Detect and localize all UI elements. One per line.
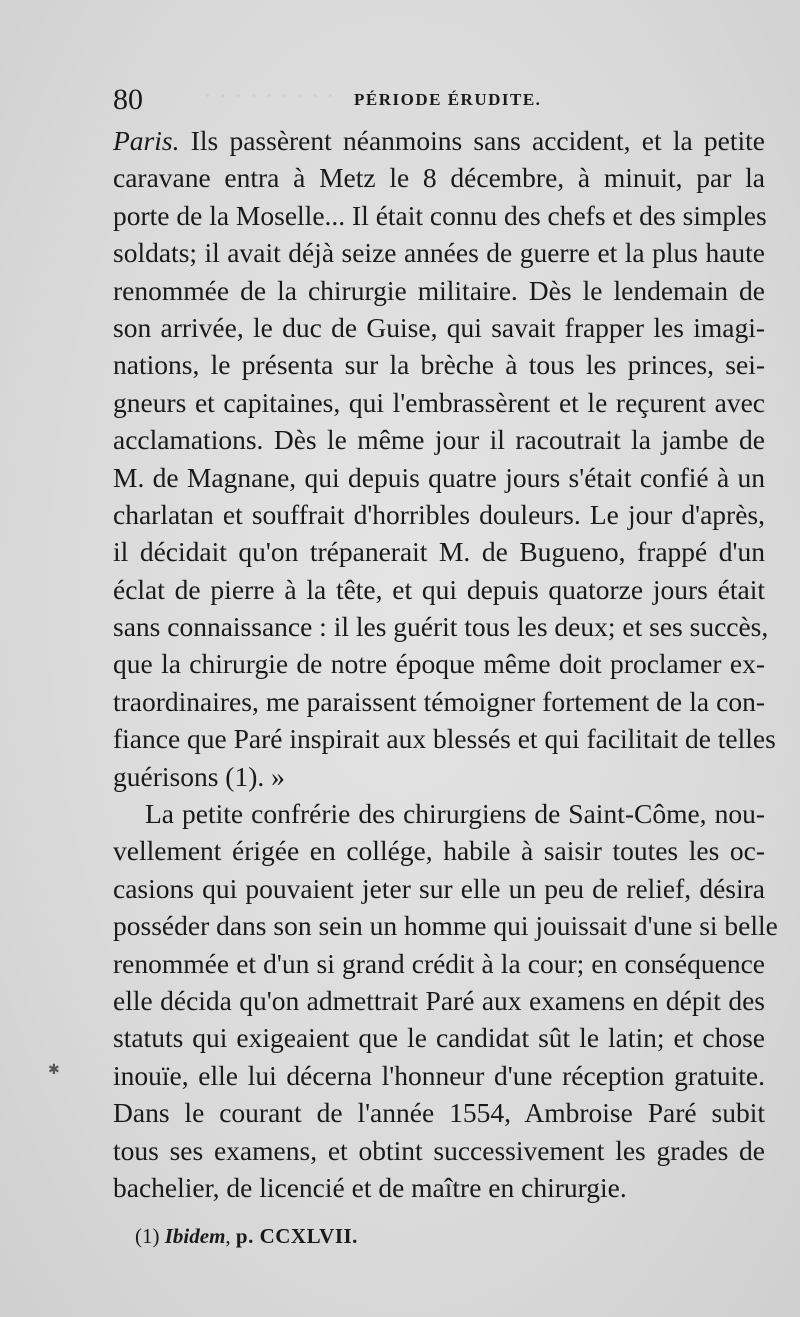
text-line: Paris. Ils passèrent néanmoins sans accident, et la petite bbox=[113, 125, 765, 156]
footnote-source: Ibidem bbox=[164, 1224, 226, 1248]
text-line: caravane entra à Metz le 8 décembre, à minuit, par la bbox=[113, 162, 765, 194]
text-line: acclamations. Dès le même jour il racoutrait la jambe de bbox=[113, 424, 765, 456]
italic-lead-word: Paris. bbox=[113, 125, 180, 156]
text-line: guérisons (1). » bbox=[113, 760, 285, 792]
text-line: casions qui pouvaient jeter sur elle un peu de relief, désira bbox=[113, 872, 765, 904]
text-line: bachelier, de licencié et de maître en chirurgie. bbox=[113, 1171, 627, 1203]
footnote-page: p. CCXLVII. bbox=[235, 1224, 358, 1248]
footnote-marker: (1) bbox=[135, 1224, 160, 1248]
text-line: inouïe, elle lui décerna l'honneur d'une réception gratuite. bbox=[113, 1059, 765, 1091]
text-line: Dans le courant de l'année 1554, Ambroise Paré subit bbox=[113, 1097, 765, 1129]
footnote-separator: , bbox=[225, 1224, 231, 1248]
bleed-through-text: · · · · · · · · · bbox=[205, 88, 337, 105]
text-line: son arrivée, le duc de Guise, qui savait frapper les imagi- bbox=[113, 311, 765, 343]
text-line: que la chirurgie de notre époque même doit proclamer ex- bbox=[113, 648, 765, 680]
running-title: PÉRIODE ÉRUDITE. bbox=[354, 90, 542, 109]
text-line: renommée et d'un si grand crédit à la cour; en conséquence bbox=[113, 947, 765, 979]
page-number: 80 bbox=[113, 83, 143, 116]
text-line: tous ses examens, et obtint successivement les grades de bbox=[113, 1134, 765, 1166]
footnote bbox=[135, 1221, 358, 1251]
text-line: La petite confrérie des chirurgiens de Saint-Côme, nou- bbox=[145, 798, 765, 830]
text-line: renommée de la chirurgie militaire. Dès le lendemain de bbox=[113, 274, 765, 306]
text-line: vellement érigée en collége, habile à saisir toutes les oc- bbox=[113, 835, 765, 867]
text-line: fiance que Paré inspirait aux blessés et qui facilitait de telles bbox=[113, 723, 776, 755]
margin-mark: ✱ bbox=[48, 1063, 60, 1078]
body-text bbox=[113, 122, 778, 1206]
text-line: posséder dans son sein un homme qui jouissait d'une si belle bbox=[113, 910, 778, 942]
paragraph-1 bbox=[113, 122, 776, 795]
text-line: traordinaires, me paraissent témoigner fortement de la con- bbox=[113, 685, 765, 717]
running-head bbox=[113, 80, 763, 120]
paragraph-2 bbox=[113, 795, 778, 1206]
text-line: sans connaissance : il les guérit tous les deux; et ses succès, bbox=[113, 611, 769, 643]
text-line: soldats; il avait déjà seize années de guerre et la plus haute bbox=[113, 237, 765, 269]
text-line: gneurs et capitaines, qui l'embrassèrent et le reçurent avec bbox=[113, 386, 765, 418]
text-line: il décidait qu'on trépanerait M. de Bugueno, frappé d'un bbox=[113, 536, 765, 568]
text-line: statuts qui exigeaient que le candidat sût le latin; et chose bbox=[113, 1022, 765, 1054]
text-line: éclat de pierre à la tête, et qui depuis quatorze jours était bbox=[113, 573, 765, 605]
text-line: charlatan et souffrait d'horribles douleurs. Le jour d'après, bbox=[113, 498, 765, 530]
text-line: porte de la Moselle... Il était connu des chefs et des simples bbox=[113, 199, 767, 231]
text-line: M. de Magnane, qui depuis quatre jours s'était confié à un bbox=[113, 461, 765, 493]
text-line: elle décida qu'on admettrait Paré aux examens en dépit des bbox=[113, 984, 765, 1016]
text-line: nations, le présenta sur la brèche à tous les princes, sei- bbox=[113, 349, 765, 381]
